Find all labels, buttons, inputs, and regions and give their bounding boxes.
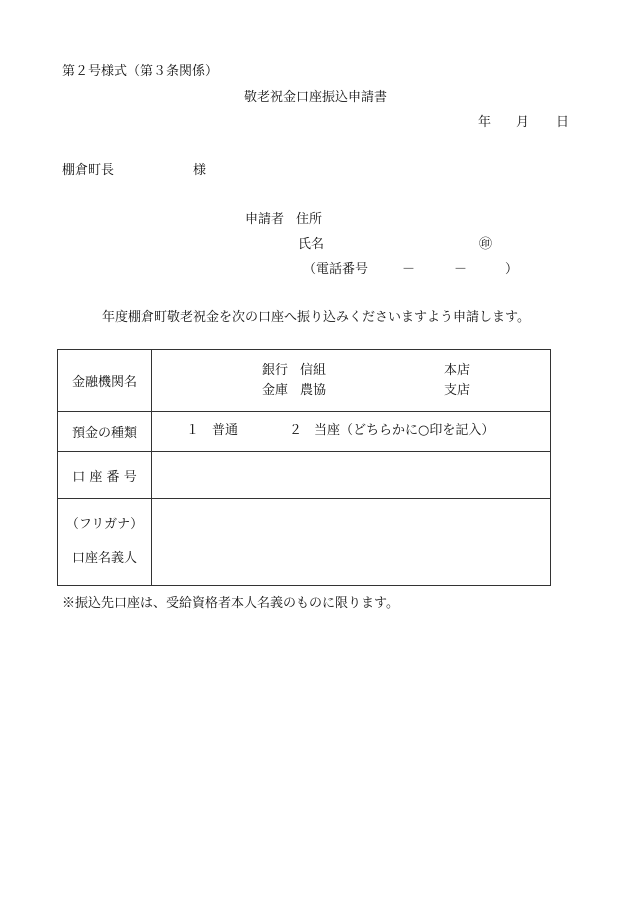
institution-row <box>58 350 551 412</box>
head-office-option: 本店 <box>444 363 471 378</box>
option-2-number: ２ <box>289 423 303 438</box>
holder-label-cell <box>58 499 152 586</box>
addressee-honorific: 様 <box>193 163 207 178</box>
bank-option: 銀行 <box>262 363 289 378</box>
nokyo-option: 農協 <box>300 383 327 398</box>
seal-mark: ㊞ <box>479 237 493 252</box>
option-ordinary: 普通 <box>212 423 239 438</box>
holder-row <box>58 499 551 586</box>
account-number-field[interactable] <box>152 452 551 499</box>
address-label: 住所 <box>296 212 323 227</box>
date-year: 年 <box>478 115 492 130</box>
option-current: 当座（どちらかに○印を記入） <box>314 423 495 438</box>
option-1-number: １ <box>186 423 200 438</box>
phone-dash-1: － <box>402 262 416 277</box>
holder-label: 口座名義人 <box>71 551 137 566</box>
addressee-name: 棚倉町長 <box>62 163 115 178</box>
deposit-type-label: 預金の種類 <box>58 412 152 452</box>
name-label: 氏名 <box>298 237 325 252</box>
institution-field[interactable] <box>152 350 551 412</box>
applicant-label: 申請者 <box>245 212 285 227</box>
deposit-type-row <box>58 412 551 452</box>
account-number-row <box>58 452 551 499</box>
shinkumi-option: 信組 <box>300 363 327 378</box>
deposit-type-field[interactable] <box>152 412 551 452</box>
phone-close: ） <box>505 262 519 277</box>
note-text: ※振込先口座は、受給資格者本人名義のものに限ります。 <box>62 596 399 611</box>
furigana-label: （フリガナ） <box>65 517 144 532</box>
account-table <box>57 349 551 586</box>
institution-label: 金融機関名 <box>58 350 152 412</box>
kinko-option: 金庫 <box>262 383 289 398</box>
form-number: 第２号様式（第３条関係） <box>62 64 219 79</box>
phone-label: （電話番号 <box>303 262 369 277</box>
date-day: 日 <box>556 115 570 130</box>
document-title: 敬老祝金口座振込申請書 <box>244 90 388 105</box>
phone-dash-2: － <box>454 262 468 277</box>
date-month: 月 <box>516 115 530 130</box>
request-text: 年度棚倉町敬老祝金を次の口座へ振り込みくださいますよう申請します。 <box>102 310 530 325</box>
holder-field[interactable] <box>152 499 551 586</box>
branch-option: 支店 <box>444 383 471 398</box>
account-number-label: 口 座 番 号 <box>58 452 152 499</box>
